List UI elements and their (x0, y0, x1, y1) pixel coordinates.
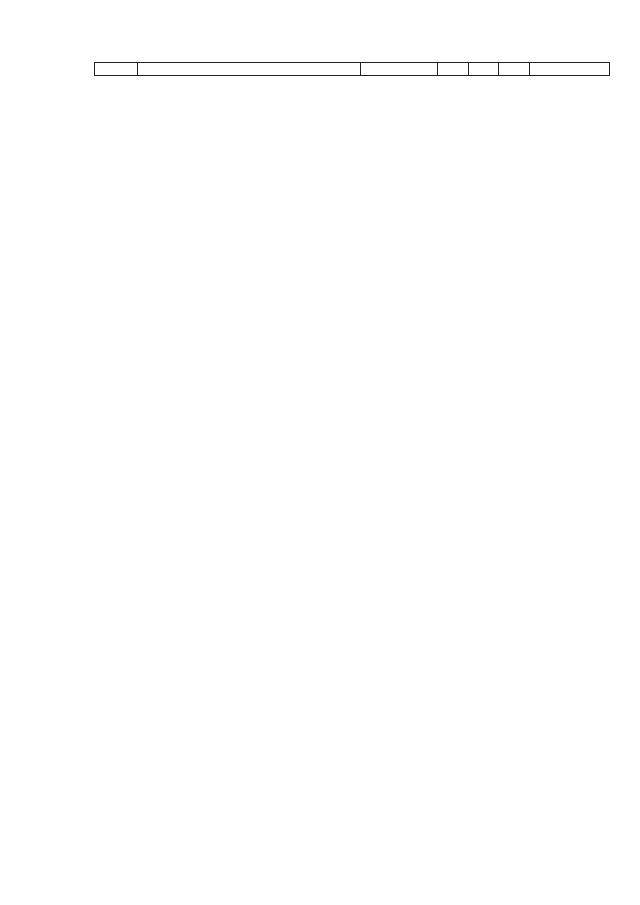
header-col-2 (137, 63, 361, 75)
header-col-6 (498, 63, 530, 75)
header-col-1 (95, 63, 138, 75)
table-header (94, 62, 610, 76)
header-col-3 (360, 63, 438, 75)
header-col-7 (529, 63, 609, 75)
header-col-4 (437, 63, 469, 75)
header-col-5 (468, 63, 499, 75)
